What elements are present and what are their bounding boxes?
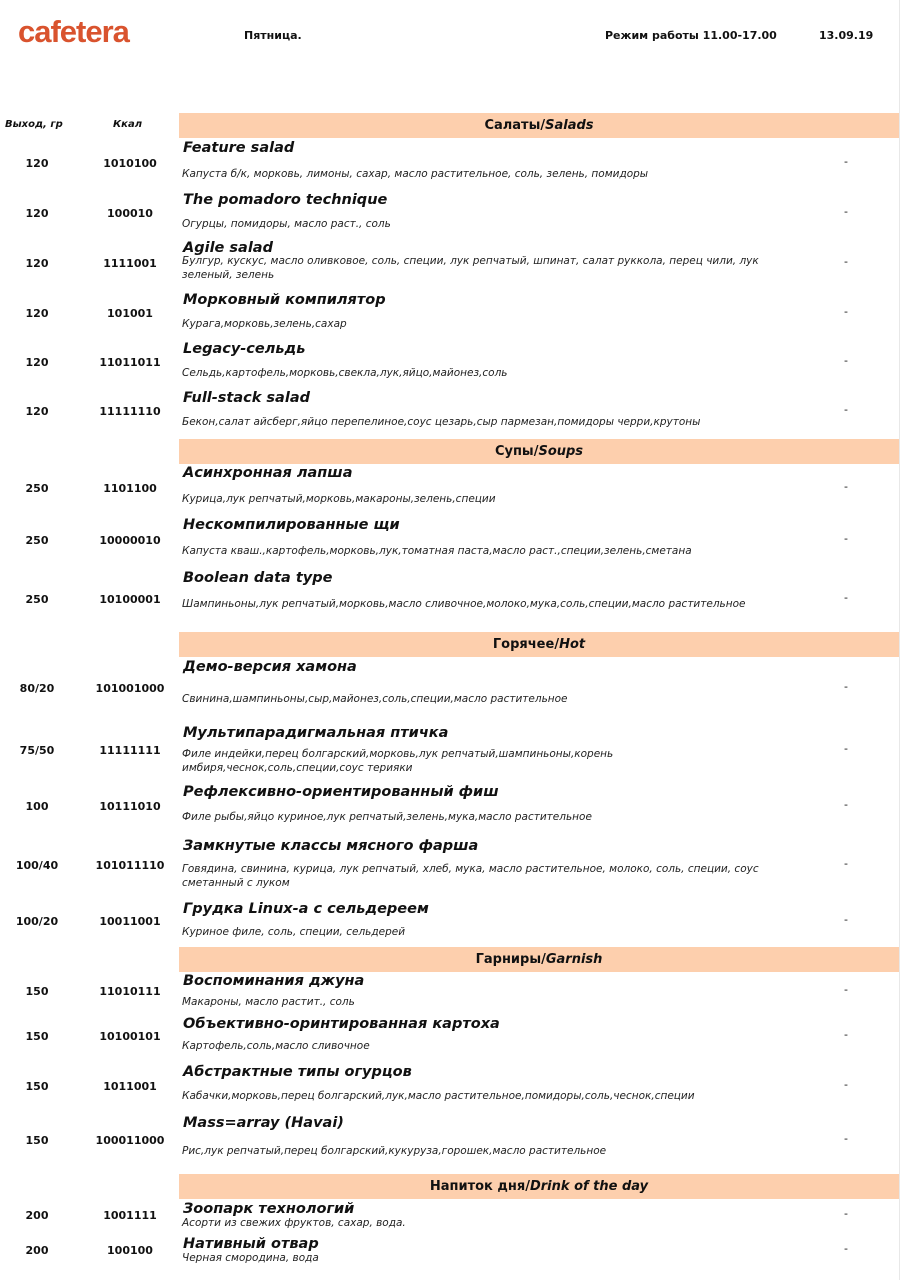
category-title-en: Drink of the day [529,1179,649,1194]
category-title-en: Soups [538,444,584,459]
item-name: Нативный отвар [183,1236,319,1252]
item-description: Огурцы, помидоры, масло раст., соль [182,218,391,230]
item-weight: 150 [25,985,49,998]
item-kcal: 11010111 [99,985,161,998]
item-kcal: 10100001 [99,593,161,606]
item-price: - [844,480,848,493]
item-weight: 200 [25,1209,49,1222]
category-separator: / [525,1179,530,1194]
item-description: Филе индейки,перец болгарский,морковь,лук репчатый,шампиньоны,корень имбиря,чеснок,соль,специи,соус терияки [182,748,614,774]
item-price: - [844,305,848,318]
item-weight: 80/20 [19,682,55,695]
item-price: - [844,1028,848,1041]
item-weight: 120 [25,257,49,270]
item-weight: 120 [25,157,49,170]
item-kcal: 100011000 [95,1134,165,1147]
item-description: Курага,морковь,зелень,сахар [182,318,347,330]
item-weight: 120 [25,405,49,418]
item-weight: 250 [25,593,49,606]
item-description: Бекон,салат айсберг,яйцо перепелиное,соус цезарь,сыр пармезан,помидоры черри,крутоны [182,416,701,428]
item-name: Legacy-сельдь [183,341,306,357]
item-description: Булгур, кускус, масло оливковое, соль, специи, лук репчатый, шпинат, салат руккола, перец чили, лук зеленый, зелень [182,255,759,281]
item-weight: 120 [25,207,49,220]
page-edge-divider [899,0,900,1280]
item-description: Макароны, масло растит., соль [182,996,355,1008]
item-kcal: 1011001 [103,1080,157,1093]
item-name: Объективно-оринтированная картоха [183,1016,500,1032]
item-price: - [844,205,848,218]
item-price: - [844,1242,848,1255]
item-price: - [844,798,848,811]
item-name: Boolean data type [183,570,333,586]
item-weight: 100 [25,800,49,813]
item-description: Свинина,шампиньоны,сыр,майонез,соль,специи,масло растительное [182,693,568,705]
item-kcal: 100010 [107,207,153,220]
item-weight: 100/40 [15,859,59,872]
item-name: Морковный компилятор [183,292,386,308]
item-description: Капуста кваш.,картофель,морковь,лук,томатная паста,масло раст.,специи,зелень,сметана [182,545,692,557]
item-name: Воспоминания джуна [183,973,365,989]
item-weight: 250 [25,534,49,547]
item-description: Филе рыбы,яйцо куриное,лук репчатый,зелень,мука,масло растительное [182,811,592,823]
category-header-soups [179,439,899,464]
item-weight: 75/50 [19,744,55,757]
item-price: - [844,354,848,367]
item-kcal: 10100101 [99,1030,161,1043]
item-weight: 250 [25,482,49,495]
item-price: - [844,1078,848,1091]
item-name: Рефлексивно-ориентированный фиш [183,784,499,800]
item-kcal: 101001 [107,307,153,320]
item-description: Кабачки,морковь,перец болгарский,лук,масло растительное,помидоры,соль,чеснок,специи [182,1090,695,1102]
menu-date: 13.09.19 [819,29,874,42]
item-price: - [844,680,848,693]
item-description: Рис,лук репчатый,перец болгарский,кукуруза,горошек,масло растительное [182,1145,607,1157]
item-weight: 100/20 [15,915,59,928]
item-weight: 150 [25,1030,49,1043]
item-weight: 150 [25,1080,49,1093]
item-name: Мультипарадигмальная птичка [183,725,449,741]
category-header-drink-of-the-day [179,1174,899,1199]
category-header-hot [179,632,899,657]
item-weight: 200 [25,1244,49,1257]
item-price: - [844,255,848,268]
item-description: Говядина, свинина, курица, лук репчатый, хлеб, мука, масло растительное, молоко, соль, специи, соус сметанный с луком [182,863,759,889]
item-price: - [844,532,848,545]
item-price: - [844,857,848,870]
item-description: Картофель,соль,масло сливочное [182,1040,370,1052]
category-separator: / [541,952,546,967]
item-price: - [844,403,848,416]
item-name: Демо-версия хамона [183,659,357,675]
item-name: Feature salad [183,140,295,156]
item-description: Асорти из свежих фруктов, сахар, вода. [182,1217,406,1229]
category-title-en: Hot [559,637,586,652]
item-kcal: 10111010 [99,800,161,813]
item-name: Асинхронная лапша [183,465,353,481]
item-name: Замкнутые классы мясного фарша [183,838,479,854]
category-title-ru: Гарниры [475,952,542,967]
cafetera-logo: cafetera [18,14,129,49]
working-hours: Режим работы 11.00-17.00 [605,29,777,42]
category-title-en: Garnish [545,952,603,967]
item-name: Абстрактные типы огурцов [183,1064,412,1080]
item-price: - [844,155,848,168]
weight-column-header: Выход, гр [5,119,63,130]
item-kcal: 10011001 [99,915,161,928]
item-kcal: 11111110 [99,405,161,418]
item-kcal: 11111111 [99,744,161,757]
item-weight: 120 [25,307,49,320]
item-name: Full-stack salad [183,390,310,406]
item-kcal: 101001000 [95,682,165,695]
category-separator: / [554,637,560,652]
day-label: Пятница. [244,29,302,42]
item-description: Капуста б/к, морковь, лимоны, сахар, масло растительное, соль, зелень, помидоры [182,168,649,180]
item-kcal: 11011011 [99,356,161,369]
item-price: - [844,913,848,926]
item-description: Курица,лук репчатый,морковь,макароны,зелень,специи [182,493,496,505]
item-price: - [844,1132,848,1145]
item-price: - [844,983,848,996]
item-weight: 120 [25,356,49,369]
category-title-ru: Супы [494,444,534,459]
item-kcal: 10000010 [99,534,161,547]
category-header-salads [179,113,899,138]
kcal-column-header: Ккал [113,119,143,130]
item-name: The pomadoro technique [183,192,388,208]
item-name: Agile salad [183,240,273,256]
category-separator: / [540,118,546,133]
item-kcal: 100100 [107,1244,153,1257]
item-weight: 150 [25,1134,49,1147]
category-title-ru: Салаты [484,118,541,133]
category-title-ru: Горячее [492,637,555,652]
item-name: Зоопарк технологий [183,1201,355,1217]
item-description: Черная смородина, вода [182,1252,319,1264]
category-separator: / [533,444,539,459]
category-title-ru: Напиток дня [429,1179,526,1194]
item-price: - [844,1207,848,1220]
item-kcal: 101011110 [95,859,165,872]
item-description: Куриное филе, соль, специи, сельдерей [182,926,406,938]
item-kcal: 1010100 [103,157,157,170]
item-description: Шампиньоны,лук репчатый,морковь,масло сливочное,молоко,мука,соль,специи,масло растительное [182,598,746,610]
item-kcal: 1111001 [103,257,157,270]
item-price: - [844,591,848,604]
category-header-garnish [179,947,899,972]
item-name: Грудка Linux-а с сельдереем [183,901,429,917]
item-kcal: 1001111 [103,1209,157,1222]
item-price: - [844,742,848,755]
item-name: Нескомпилированные щи [183,517,400,533]
category-title-en: Salads [545,118,594,133]
item-description: Сельдь,картофель,морковь,свекла,лук,яйцо,майонез,соль [182,367,508,379]
item-kcal: 1101100 [103,482,157,495]
item-name: Mass=array (Havai) [183,1115,344,1131]
